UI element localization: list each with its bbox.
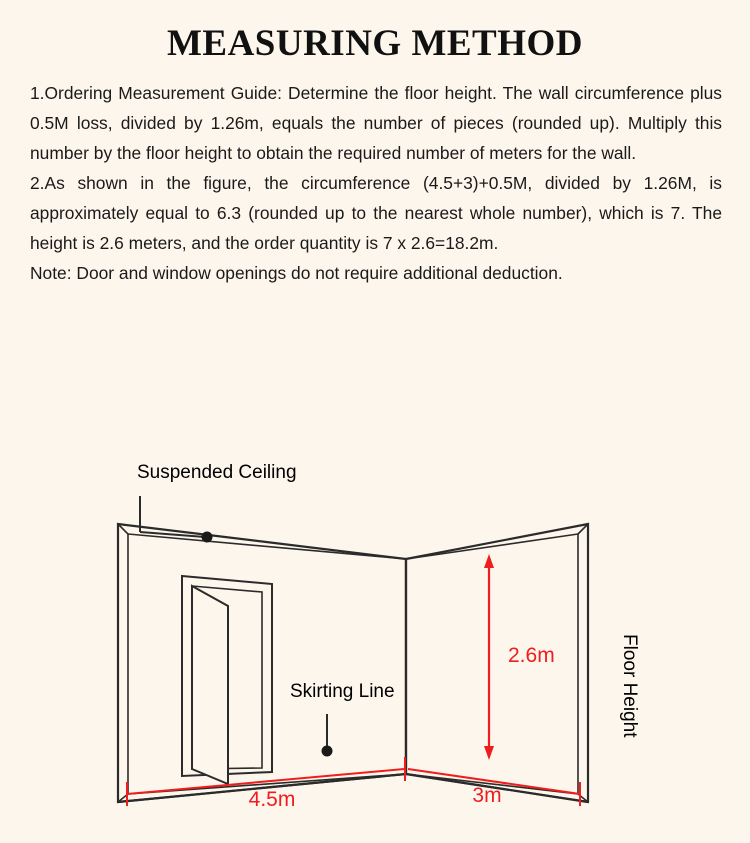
- door-leaf: [192, 586, 228, 784]
- paragraph-note: Note: Door and window openings do not require additional deduction.: [30, 262, 563, 283]
- page-root: [0, 22, 750, 843]
- paragraph-example-calculation: 2.As shown in the figure, the circumference (4.5+3)+0.5M, divided by 1.26M, is approximately equal to 6.3 (rounded up to the nearest whole number), which is 7. The height is 2.6 meters, and the order quantity is 7 x 2.6=18.2m.: [30, 172, 722, 253]
- height-value-label: 2.6m: [508, 644, 555, 667]
- right-wall-shape: [406, 524, 588, 802]
- width-right-label: 3m: [472, 784, 502, 807]
- floor-height-label: Floor Height: [619, 634, 640, 738]
- room-diagram: [0, 454, 750, 843]
- skirting-line-label: Skirting Line: [290, 681, 395, 702]
- paragraph-ordering-guide: 1.Ordering Measurement Guide: Determine the floor height. The wall circumference plus 0.5M loss, divided by 1.26m, equals the number of pieces (rounded up). Multiply this number by the floor height to obtain the required number of meters for the wall.: [30, 83, 722, 163]
- instructions-block: [0, 79, 750, 289]
- page-title: MEASURING METHOD: [166, 23, 584, 64]
- suspended-ceiling-label: Suspended Ceiling: [137, 462, 297, 483]
- width-left-label: 4.5m: [248, 788, 296, 811]
